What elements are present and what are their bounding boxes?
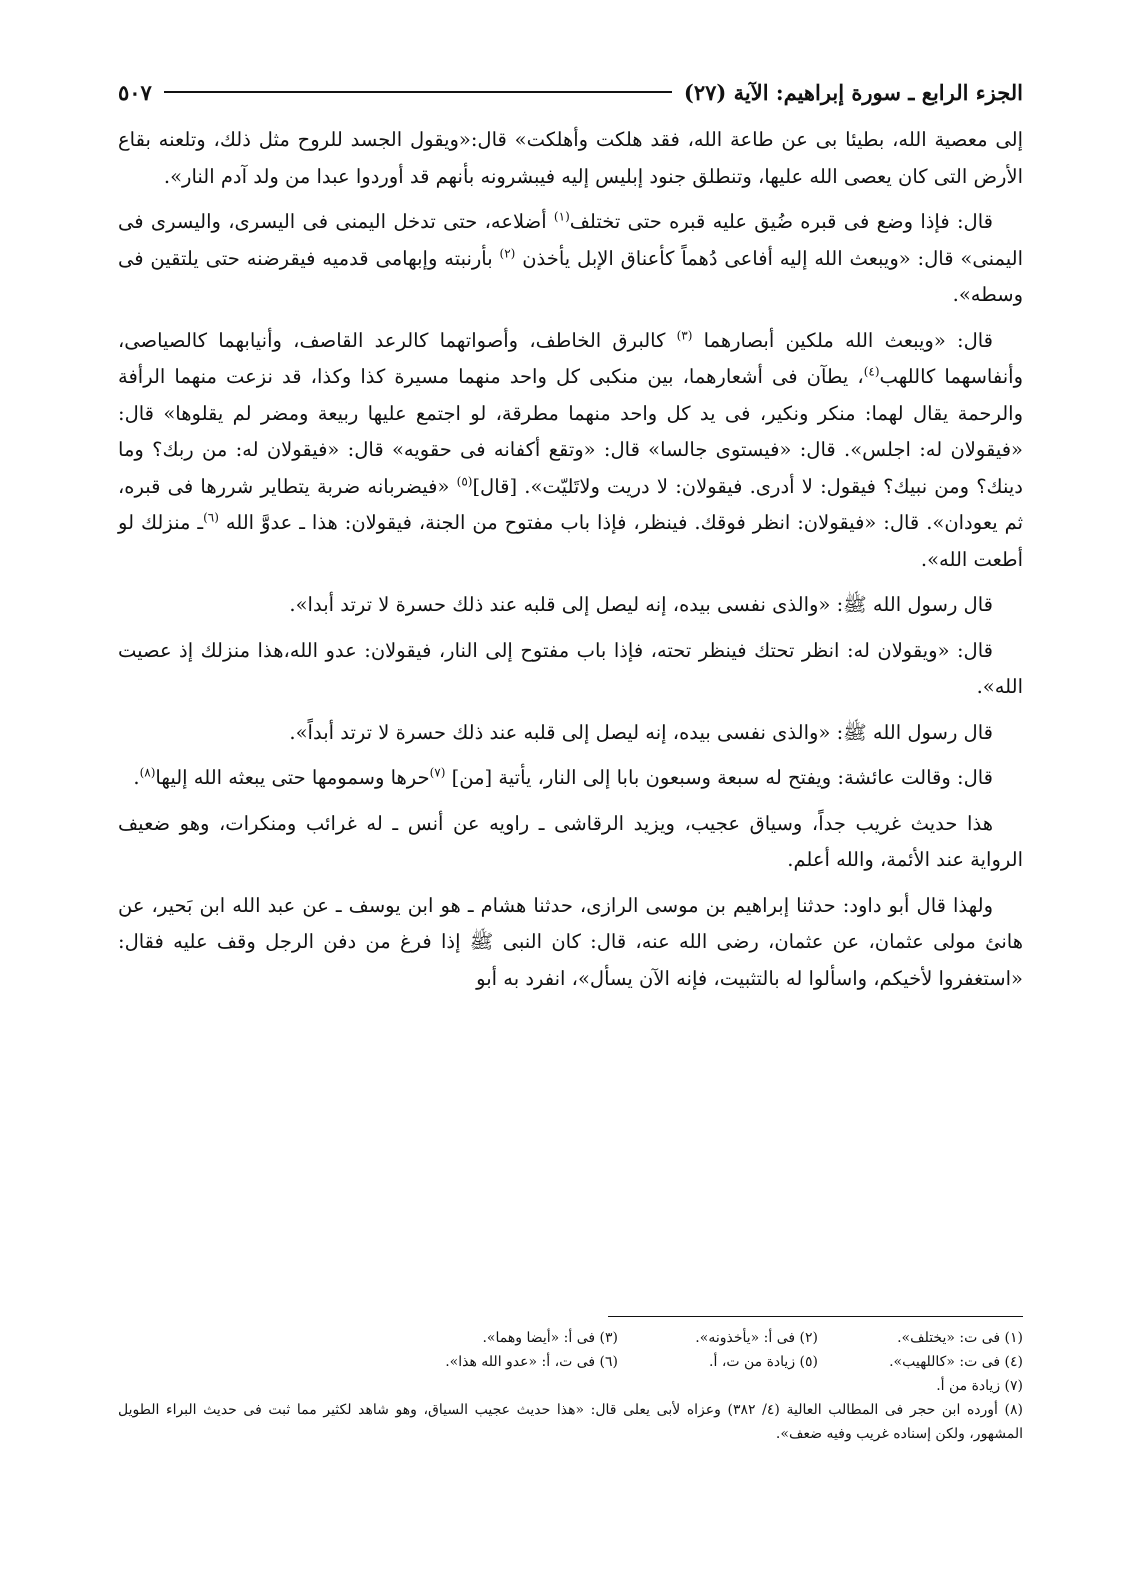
running-header (118, 72, 1023, 112)
paragraph (118, 587, 1023, 624)
main-text (118, 122, 1023, 1006)
text-run: قال: فإذا وضع فى قبره ضُيق عليه قبره حتى تختلف (569, 210, 993, 233)
footnote-separator (608, 1316, 1023, 1317)
footnote-2: (٢) فى أ: «يأخذونه». (695, 1330, 818, 1346)
footnote-ref: (٢) (499, 246, 516, 260)
footnote-7: (٧) زيادة من أ. (936, 1378, 1023, 1394)
text-run: أضلاعه، حتى تدخل اليمنى فى اليسرى، واليسرى فى اليمنى» قال: «ويبعث الله إليه أفاعى دُهماً كأعناق الإبل يأخذن (118, 210, 1023, 270)
text-run: . (133, 766, 140, 789)
text-run: حرها وسمومها حتى يبعثه الله إليها (155, 766, 430, 789)
paragraph (118, 204, 1023, 314)
text-run: ولهذا قال أبو داود: حدثنا إبراهيم بن موسى الرازى، حدثنا هشام ـ هو ابن يوسف ـ عن عبد الله ابن بَحير، عن هانئ مولى عثمان، عن عثمان، رضى الله عنه، قال: كان النبى ﷺ إذا فرغ من دفن الرجل وقف عليه فقال: «استغفروا لأخيكم، واسألوا له بالتثبيت، فإنه الآن يسأل»، انفرد به أبو (118, 893, 1023, 990)
footnote-4: (٤) فى ت: «كاللهيب». (889, 1354, 1023, 1370)
footnotes (118, 1326, 1023, 1446)
text-run: ، يطآن فى أشعارهما، بين منكبى كل واحد منهما مسيرة كذا وكذا، قد نزعت منهما الرأفة والرحمة يقال لهما: منكر ونكير، فى يد كل واحد منهما مطرقة، لو اجتمع عليها ربيعة ومضر لم يقلوها» قال: «فيقولان له: اجلس». قال: «فيستوى جالسا» قال: «وتقع أكفانه فى حقويه» قال: «فيقولان له: من ربك؟ وما دينك؟ ومن نبيك؟ فيقول: لا أدرى. فيقولان: لا دريت ولاتَليّت». [قال] (118, 365, 1023, 498)
header-title: الجزء الرابع ـ سورة إبراهيم: الآية (٢٧) (683, 79, 1023, 105)
paragraph (118, 760, 1023, 797)
text-run: إلى معصية الله، بطيئا بى عن طاعة الله، فقد هلكت وأهلكت» قال:«ويقول الجسد للروح مثل ذلك، وتلعنه بقاع الأرض التى كان يعصى الله عليها، وتنطلق جنود إبليس إليه فيبشرونه بأنهم قد أوردوا عبدا من ولد آدم النار». (118, 128, 1023, 188)
text-run: قال: «ويبعث الله ملكين أبصارهما (692, 328, 993, 352)
paragraph (118, 122, 1023, 195)
footnote-ref: (٣) (676, 328, 693, 342)
text-run: «فيضربانه ضربة يتطاير شررها فى قبره، ثم يعودان». قال: «فيقولان: انظر فوقك. فينظر، فإذا باب مفتوح من الجنة، فيقولان: هذا ـ عدوَّ الله (118, 474, 1023, 534)
footnote-5: (٥) زيادة من ت، أ. (709, 1354, 818, 1370)
footnote-ref: (٤) (863, 364, 880, 379)
footnote-3: (٣) فى أ: «أيضا وهما». (482, 1330, 618, 1346)
header-rule (164, 91, 672, 93)
text-run: قال رسول الله ﷺ: «والذى نفسى بيده، إنه ليصل إلى قلبه عند ذلك حسرة لا ترتد أبدا». (289, 593, 993, 616)
text-run: قال: وقالت عائشة: ويفتح له سبعة وسبعون بابا إلى النار، يأتية [من] (445, 766, 993, 789)
paragraph (118, 633, 1023, 706)
footnote-row-1 (118, 1326, 1023, 1350)
paragraph (118, 806, 1023, 879)
text-run: هذا حديث غريب جداً، وسياق عجيب، ويزيد الرقاشى ـ راويه عن أنس ـ له غرائب ومنكرات، وهو ضعيف الرواية عند الأئمة، والله أعلم. (118, 811, 1023, 871)
footnote-ref: (٥) (456, 474, 473, 488)
text-run: قال رسول الله ﷺ: «والذى نفسى بيده، إنه ليصل إلى قلبه عند ذلك حسرة لا ترتد أبداً». (289, 720, 993, 744)
footnote-ref: (٦) (203, 510, 219, 525)
page-number: ٥٠٧ (118, 79, 152, 105)
paragraph (118, 323, 1023, 579)
text-run: ـ منزلك لو أطعت الله». (118, 511, 1023, 571)
footnote-1: (١) فى ت: «يختلف». (897, 1330, 1023, 1346)
footnote-6: (٦) فى ت، أ: «عدو الله هذا». (445, 1354, 618, 1370)
footnote-row-2 (118, 1350, 1023, 1374)
footnote-ref: (١) (553, 209, 570, 224)
text-run: كالبرق الخاطف، وأصواتهما كالرعد القاصف، وأنيابهما كالصياصى، وأنفاسهما كاللهب (118, 328, 1023, 388)
footnote-8: (٨) أورده ابن حجر فى المطالب العالية (٤/ ٣٨٢) وعزاه لأبى يعلى قال: «هذا حديث عجيب السياق، وهو شاهد لكثير مما ثبت فى حديث البراء الطويل المشهور، ولكن إسناده غريب وفيه ضعف». (118, 1402, 1024, 1442)
footnote-ref: (٧) (429, 765, 446, 780)
text-run: قال: «ويقولان له: انظر تحتك فينظر تحته، فإذا باب مفتوح إلى النار، فيقولان: عدو الله،هذا منزلك إذ عصيت الله». (118, 638, 1023, 698)
text-run: بأرنبته وإبهامى قدميه فيقرضنه حتى يلتقين فى وسطه». (118, 246, 1023, 306)
footnote-ref: (٨) (139, 765, 156, 780)
paragraph (118, 715, 1023, 752)
paragraph (118, 888, 1023, 998)
